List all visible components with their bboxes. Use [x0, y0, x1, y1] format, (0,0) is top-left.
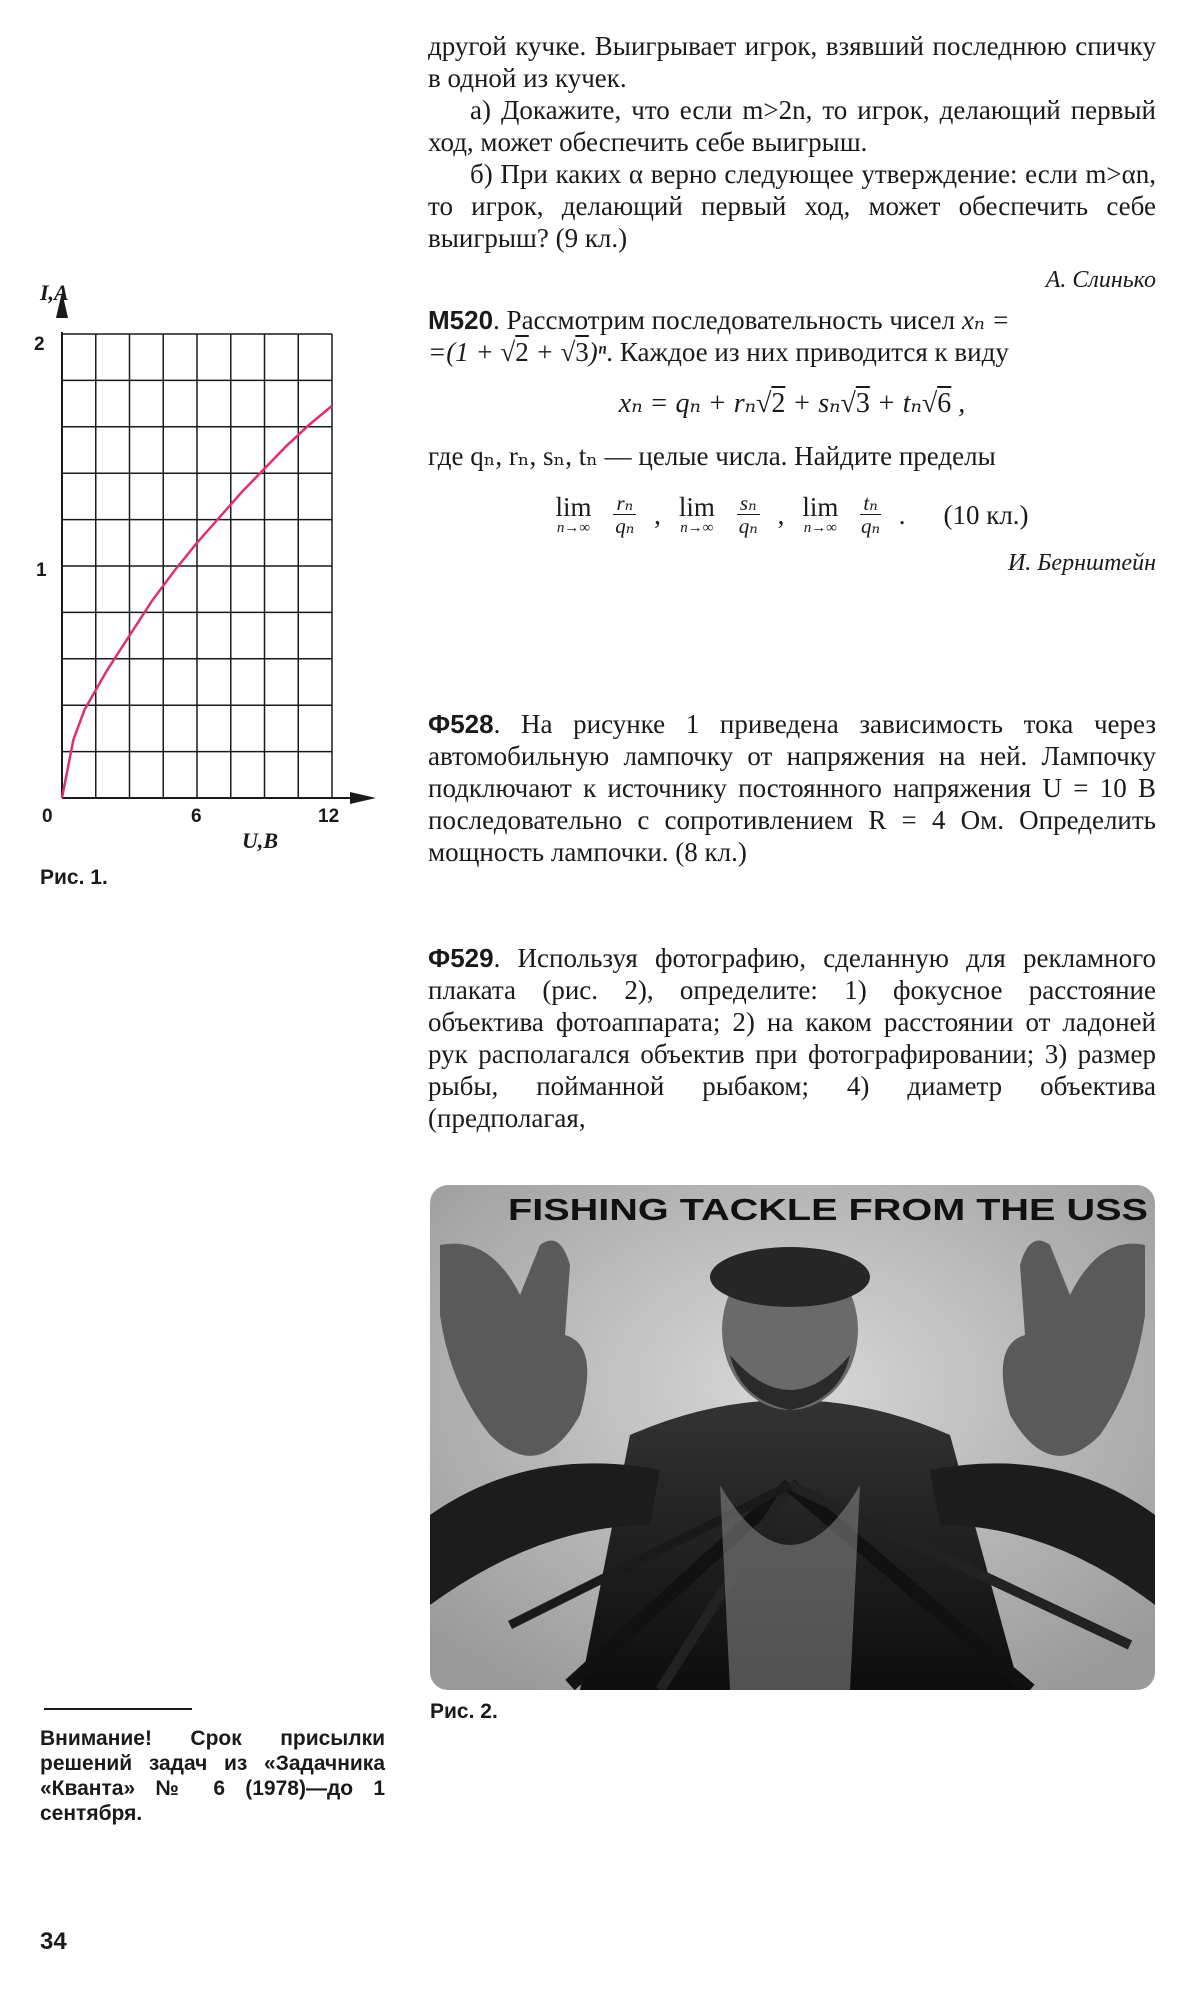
f528-statement: Ф528. На рисунке 1 приведена зависимость тока через автомобильную лампочку от напряжения на ней. Лампочку подключают к источнику постоянного напряжения U = 10 В последовательно с сопротивлением R = 4 Ом. Определить мощность лампочки. (8 кл.)	[428, 709, 1157, 867]
m520-intro: Рассмотрим последовательность чисел	[506, 305, 956, 335]
figure-1-caption: Рис. 1.	[40, 866, 108, 889]
figure-1-chart	[20, 278, 390, 858]
figure-2-caption: Рис. 2.	[430, 1700, 498, 1723]
f529-label: Ф529	[428, 943, 494, 973]
problem-f529	[428, 942, 1156, 1134]
page-number: 34	[40, 1928, 67, 1955]
limit-2: lim n→∞	[678, 491, 715, 536]
x-tick-label-12: 12	[318, 806, 340, 827]
author-bernshtein: И. Бернштейн	[1007, 550, 1156, 576]
m520-xn: xₙ =	[961, 305, 1010, 335]
deadline-note: Внимание! Срок присылки решений задач из «Задачника «Кванта» № 6 (1978)—до 1 сентября.	[40, 1727, 385, 1825]
m520-grade: (10 кл.)	[943, 499, 1029, 530]
f528-label: Ф528	[428, 709, 494, 739]
author-slinko: А. Слинько	[1045, 267, 1156, 293]
limit-3: lim n→∞	[802, 491, 839, 536]
figure-2-photo	[430, 1185, 1155, 1690]
problem-m520	[428, 304, 1156, 579]
y-tick-label-1: 1	[36, 560, 47, 581]
y-axis-label: I,A	[40, 280, 69, 305]
fraction-t-q: $\frac{\text{tₙ}}{\text{qₙ}}$	[861, 491, 881, 538]
x-tick-label-6: 6	[191, 806, 202, 827]
footnote-rule	[44, 1708, 192, 1710]
text-paragraph: другой кучке. Выигрывает игрок, взявший последнюю спичку в одной из кучек.	[428, 31, 1156, 93]
m520-limits: lim n→∞ $\frac{\text{rₙ}}{\text{qₙ}}$ , lim n→∞ $\frac{\text{sₙ}}{\text{qₙ}}$ , lim n→∞ $\frac{\text{tₙ}}{\text{qₙ}}$ . (10 кл.)	[555, 491, 1029, 538]
chart-grid	[62, 334, 332, 798]
problem-f528	[428, 708, 1156, 868]
top-text-block	[428, 30, 1156, 296]
m520-statement: М520. Рассмотрим последовательность чисел xₙ = =(1 + √2 + √3)ⁿ. Каждое из них приводится к виду	[428, 305, 1010, 367]
fraction-r-q: $\frac{\text{rₙ}}{\text{qₙ}}$	[615, 491, 635, 538]
fraction-s-q: $\frac{\text{sₙ}}{\text{qₙ}}$	[738, 491, 758, 538]
f529-statement: Ф529. Используя фотографию, сделанную для рекламного плаката (рис. 2), определите: 1) фокусное расстояние объектива фотоаппарата; 2) на каком расстоянии от ладоней рук располагался объектив при фотографировании; 3) размер рыбы, пойманной рыбаком; 4) диаметр объектива (предполагая,	[428, 943, 1156, 1133]
limit-1: lim n→∞	[555, 491, 592, 536]
y-tick-label-2: 2	[34, 334, 45, 355]
m520-expression: =(1 + √2 + √3)ⁿ	[428, 337, 607, 367]
text-paragraph: а) Докажите, что если m>2n, то игрок, делающий первый ход, может обеспечить себе выигрыш.	[428, 95, 1156, 157]
text-paragraph: б) При каких α верно следующее утверждение: если m>αn, то игрок, делающий первый ход, может обеспечить себе выигрыш? (9 кл.)	[428, 159, 1156, 253]
m520-equation: xₙ = qₙ + rₙ√2 + sₙ√3 + tₙ√6 ,	[618, 388, 966, 419]
m520-label: М520	[428, 305, 494, 335]
poster-headline: FISHING TACKLE FROM THE USS	[508, 1192, 1148, 1227]
x-axis-arrow	[350, 792, 376, 804]
m520-where: где qₙ, rₙ, sₙ, tₙ — целые числа. Найдите пределы	[428, 441, 996, 471]
m520-rest: . Каждое из них приводится к виду	[606, 337, 1009, 367]
x-tick-label-0: 0	[42, 806, 53, 827]
x-axis-label: U,B	[242, 828, 279, 853]
